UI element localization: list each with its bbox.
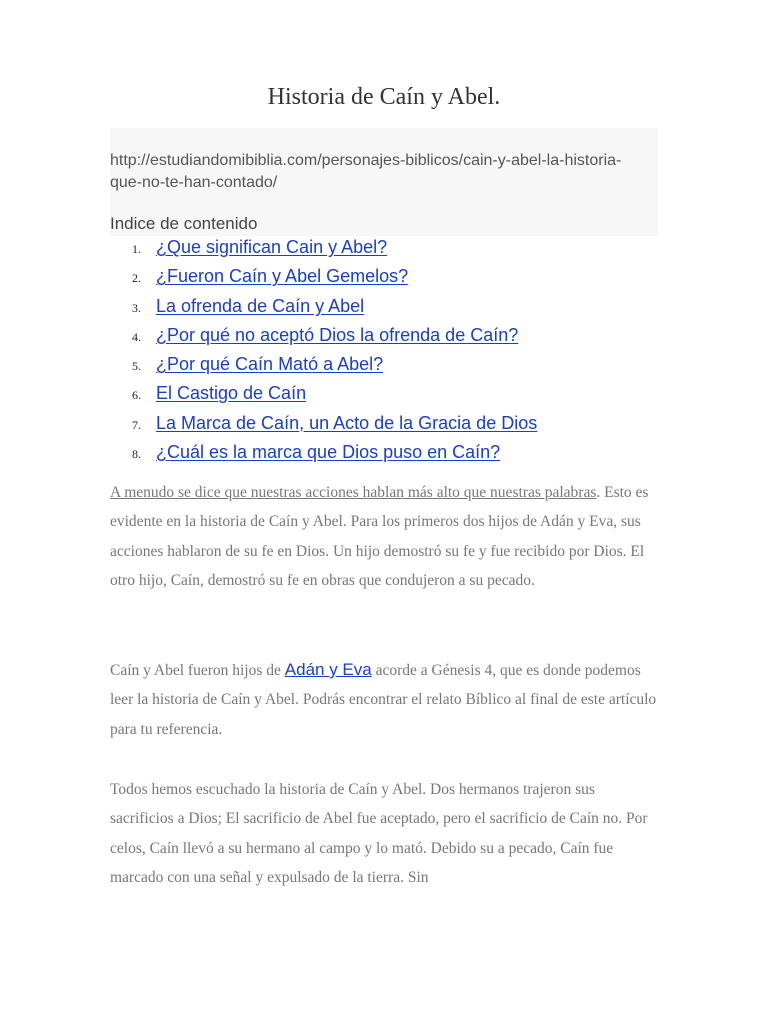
toc-item xyxy=(110,292,670,321)
toc-item-number: 3. xyxy=(132,300,141,315)
body-paragraph-2 xyxy=(110,655,662,744)
toc-link[interactable]: ¿Por qué Caín Mató a Abel? xyxy=(156,354,384,375)
toc-heading: Indice de contenido xyxy=(110,214,258,233)
toc-link[interactable]: La ofrenda de Caín y Abel xyxy=(156,295,365,316)
page-title: Historia de Caín y Abel. xyxy=(267,84,501,110)
inline-link-adan-y-eva[interactable]: Adán y Eva xyxy=(284,660,372,679)
toc-link[interactable]: ¿Cuál es la marca que Dios puso en Caín? xyxy=(156,442,501,463)
table-of-contents xyxy=(110,233,670,467)
toc-link[interactable]: ¿Que significan Cain y Abel? xyxy=(156,237,388,257)
toc-item-number: 7. xyxy=(132,417,141,432)
toc-item-number: 2. xyxy=(132,271,141,286)
toc-link[interactable]: ¿Fueron Caín y Abel Gemelos? xyxy=(156,266,409,287)
toc-item xyxy=(110,350,670,379)
body-paragraph-1 xyxy=(110,478,662,596)
toc-link[interactable]: La Marca de Caín, un Acto de la Gracia de Dios xyxy=(156,412,538,433)
toc-link[interactable]: El Castigo de Caín xyxy=(156,383,307,404)
paragraph-text: Caín y Abel fueron hijos de xyxy=(110,662,285,679)
toc-item-number: 6. xyxy=(132,388,141,403)
toc-item-number: 5. xyxy=(132,359,141,374)
toc-item xyxy=(110,409,670,438)
toc-item-number: 8. xyxy=(132,447,141,462)
inline-link-intro[interactable]: A menudo se dice que nuestras acciones hablan más alto que nuestras palabras xyxy=(110,484,597,501)
toc-item-number: 4. xyxy=(132,329,141,344)
toc-item xyxy=(110,321,670,350)
toc-item xyxy=(110,379,670,408)
source-url[interactable]: http://estudiandomibiblia.com/personajes-biblicos/cain-y-abel-la-historia-que-no-te-han-contado/ xyxy=(110,152,622,191)
toc-item-number: 1. xyxy=(132,242,141,256)
toc-item xyxy=(110,262,670,291)
paragraph-text: acorde a Génesis 4, que es donde podemos leer la historia de Caín y Abel. Podrás encontrar el relato Bíblico al final de este artículo para tu referencia. xyxy=(110,662,657,738)
toc-link[interactable]: ¿Por qué no aceptó Dios la ofrenda de Caín? xyxy=(156,324,519,345)
toc-item xyxy=(110,438,670,467)
paragraph-text: . Esto es evidente en la historia de Caín y Abel. Para los primeros dos hijos de Adán y Eva, sus acciones hablaron de su fe en Dios. Un hijo demostró su fe y fue recibido por Dios. El otro hijo, Caín, demostró su fe en obras que condujeron a su pecado. xyxy=(110,484,649,590)
body-paragraph-3: Todos hemos escuchado la historia de Caín y Abel. Dos hermanos trajeron sus sacrificios a Dios; El sacrificio de Abel fue aceptado, pero el sacrificio de Caín no. Por celos, Caín llevó a su hermano al campo y lo mató. Debido su a pecado, Caín fue marcado con una señal y expulsado de la tierra. Sin xyxy=(110,781,648,887)
toc-item xyxy=(110,233,670,262)
